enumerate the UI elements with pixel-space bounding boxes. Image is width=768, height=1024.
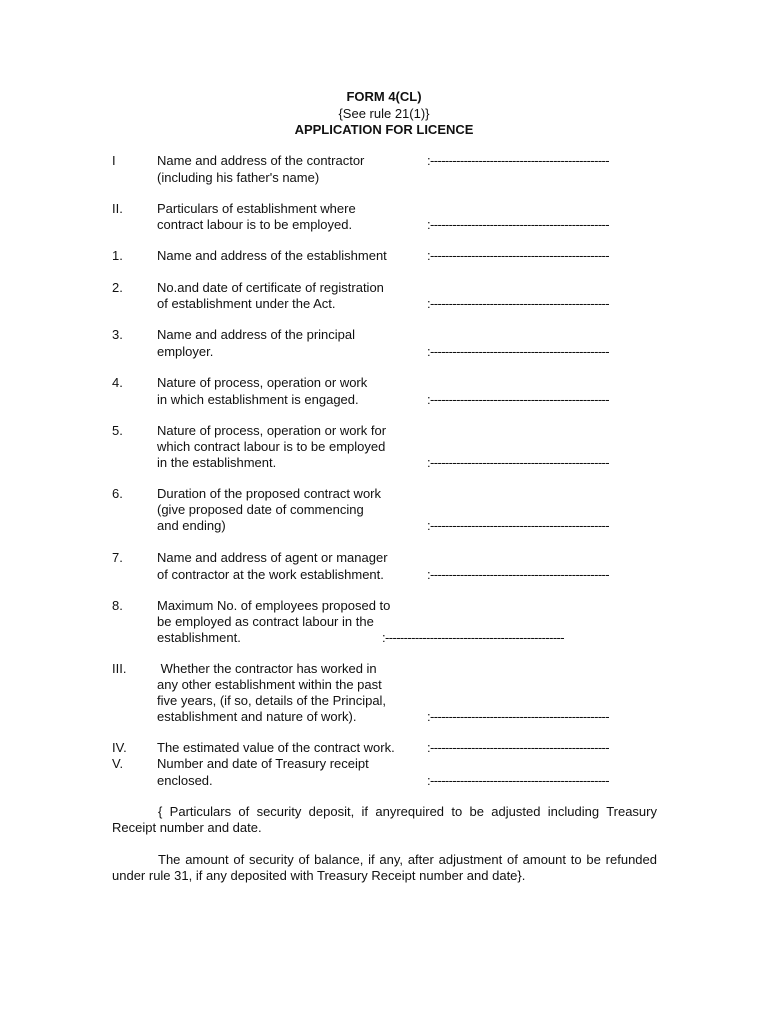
answer-blank[interactable]: :------------------------------------------------	[427, 344, 610, 359]
item-label-line: (give proposed date of commencing	[157, 502, 364, 517]
item-label-line: and ending)	[157, 518, 226, 533]
security-deposit-paragraph: { Particulars of security deposit, if anyrequired to be adjusted including Treasury Receipt number and date.	[112, 804, 657, 835]
item-label-line: any other establishment within the past	[157, 677, 382, 692]
form-title: FORM 4(CL)	[346, 89, 422, 104]
answer-blank[interactable]: :------------------------------------------------	[427, 709, 610, 724]
item-number: II.	[112, 201, 123, 216]
item-label-line: Name and address of agent or manager	[157, 550, 388, 565]
answer-blank[interactable]: :------------------------------------------------	[427, 248, 610, 263]
item-number: 3.	[112, 327, 123, 342]
item-number: 1.	[112, 248, 123, 263]
answer-blank[interactable]: :------------------------------------------------	[427, 567, 610, 582]
item-label-line: No.and date of certificate of registration	[157, 280, 384, 295]
answer-blank[interactable]: :------------------------------------------------	[427, 392, 610, 407]
item-number: 4.	[112, 375, 123, 390]
item-label-line: Whether the contractor has worked in	[157, 661, 377, 676]
item-number: 2.	[112, 280, 123, 295]
item-label-line: in the establishment.	[157, 455, 277, 470]
item-number: 6.	[112, 486, 123, 501]
security-balance-paragraph: The amount of security of balance, if any, after adjustment of amount to be refunded under rule 31, if any deposited with Treasury Receipt number and date}.	[112, 852, 657, 883]
item-number: IV.	[112, 740, 127, 755]
item-label-line: Nature of process, operation or work for	[157, 423, 387, 438]
item-label-line: The estimated value of the contract work.	[157, 740, 395, 755]
item-label-line: of establishment under the Act.	[157, 296, 336, 311]
item-label-line: enclosed.	[157, 773, 213, 788]
item-number: V.	[112, 756, 124, 771]
item-number: 8.	[112, 598, 123, 613]
item-label-line: Maximum No. of employees proposed to	[157, 598, 391, 613]
item-label-line: which contract labour is to be employed	[157, 439, 386, 454]
item-label-line: five years, (if so, details of the Principal,	[157, 693, 387, 708]
item-label-line: of contractor at the work establishment.	[157, 567, 384, 582]
item-number: 7.	[112, 550, 123, 565]
answer-blank[interactable]: :------------------------------------------------	[427, 455, 610, 470]
item-label-line: be employed as contract labour in the	[157, 614, 374, 629]
item-label-line: Name and address of the contractor	[157, 153, 365, 168]
item-label-line: establishment and nature of work).	[157, 709, 357, 724]
item-number: III.	[112, 661, 127, 676]
item-label-line: Name and address of the principal	[157, 327, 356, 342]
item-label-line: Name and address of the establishment	[157, 248, 387, 263]
item-label-line: (including his father's name)	[157, 170, 320, 185]
item-label-line: Particulars of establishment where	[157, 201, 356, 216]
item-label-line: establishment.	[157, 630, 241, 645]
rule-reference: {See rule 21(1)}	[338, 106, 430, 121]
form-subtitle: APPLICATION FOR LICENCE	[294, 122, 474, 137]
item-label-line: in which establishment is engaged.	[157, 392, 359, 407]
answer-blank[interactable]: :------------------------------------------------	[427, 518, 610, 533]
answer-blank[interactable]: :------------------------------------------------	[382, 630, 565, 645]
answer-blank[interactable]: :------------------------------------------------	[427, 217, 610, 232]
item-number: 5.	[112, 423, 123, 438]
item-label-line: Duration of the proposed contract work	[157, 486, 382, 501]
item-label-line: employer.	[157, 344, 214, 359]
answer-blank[interactable]: :------------------------------------------------	[427, 296, 610, 311]
answer-blank[interactable]: :------------------------------------------------	[427, 740, 610, 755]
answer-blank[interactable]: :------------------------------------------------	[427, 153, 610, 168]
item-label-line: Number and date of Treasury receipt	[157, 756, 369, 771]
answer-blank[interactable]: :------------------------------------------------	[427, 773, 610, 788]
item-label-line: contract labour is to be employed.	[157, 217, 353, 232]
item-number: I	[112, 153, 116, 168]
item-label-line: Nature of process, operation or work	[157, 375, 368, 390]
